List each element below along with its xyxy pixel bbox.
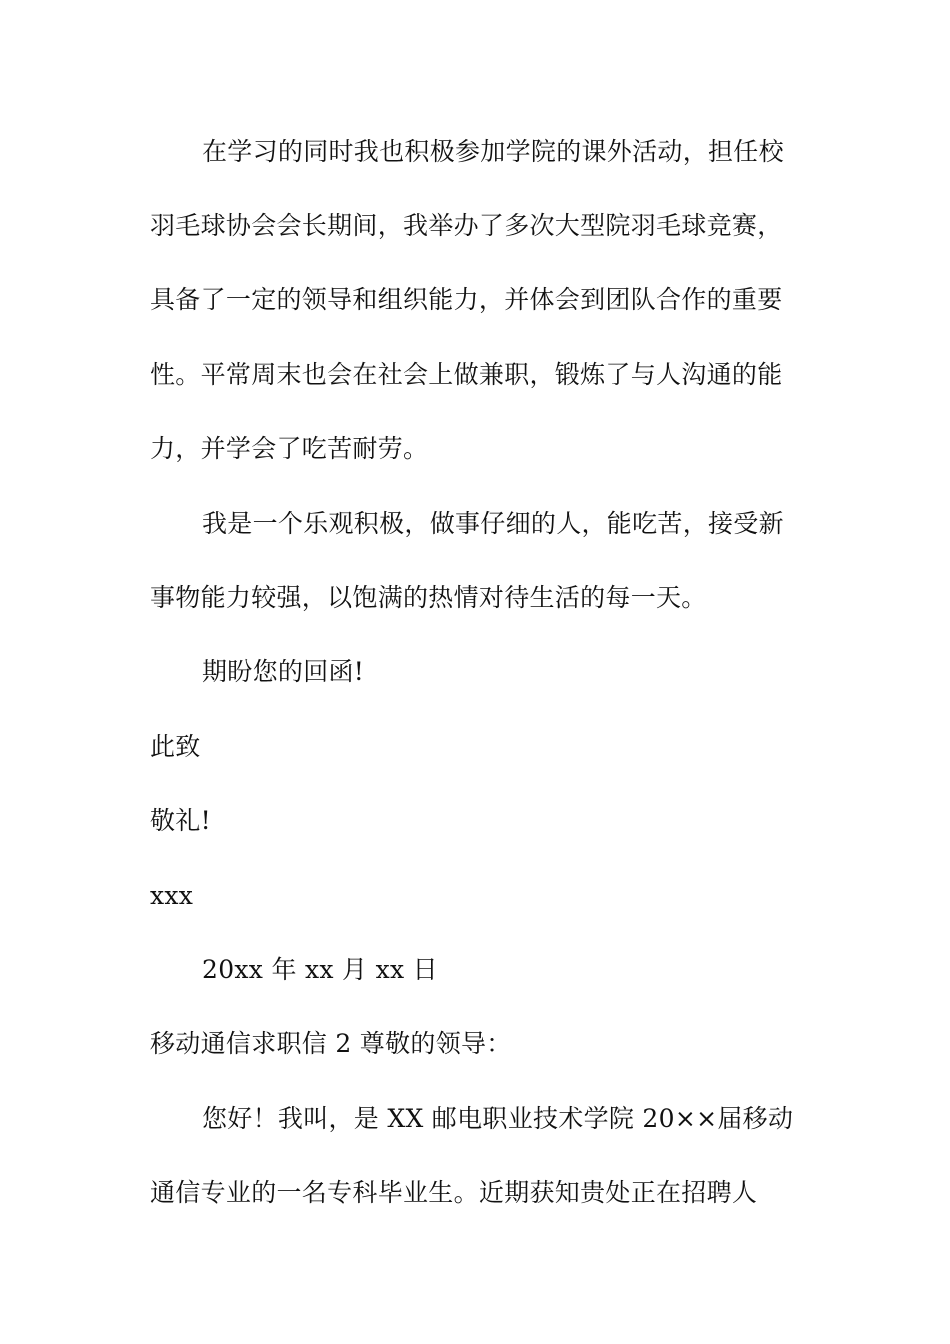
paragraph-line-5: 力，并学会了吃苦耐劳。 <box>150 434 429 463</box>
section-heading: 移动通信求职信 2 尊敬的领导： <box>150 1029 512 1058</box>
paragraph-line-9: 通信专业的一名专科毕业生。近期获知贵处正在招聘人 <box>150 1178 758 1207</box>
paragraph-line-8: 您好！我叫，是 XX 邮电职业技术学院 20××届移动 <box>202 1104 794 1133</box>
signature-date: 20xx 年 xx 月 xx 日 <box>202 955 438 984</box>
paragraph-line-3: 具备了一定的领导和组织能力，并体会到团队合作的重要 <box>150 285 783 314</box>
paragraph-line-7: 事物能力较强，以饱满的热情对待生活的每一天。 <box>150 583 707 612</box>
paragraph-line-2: 羽毛球协会会长期间，我举办了多次大型院羽毛球竞赛， <box>150 211 783 240</box>
signature-name: xxx <box>150 881 194 910</box>
paragraph-line-4: 性。平常周末也会在社会上做兼职，锻炼了与人沟通的能 <box>150 360 783 389</box>
salutation-jingli: 敬礼! <box>150 806 211 835</box>
closing-request: 期盼您的回函! <box>202 657 365 686</box>
paragraph-line-6: 我是一个乐观积极，做事仔细的人，能吃苦，接受新 <box>202 509 784 538</box>
paragraph-line-1: 在学习的同时我也积极参加学院的课外活动，担任校 <box>202 137 784 166</box>
salutation-cizhi: 此致 <box>150 732 201 761</box>
